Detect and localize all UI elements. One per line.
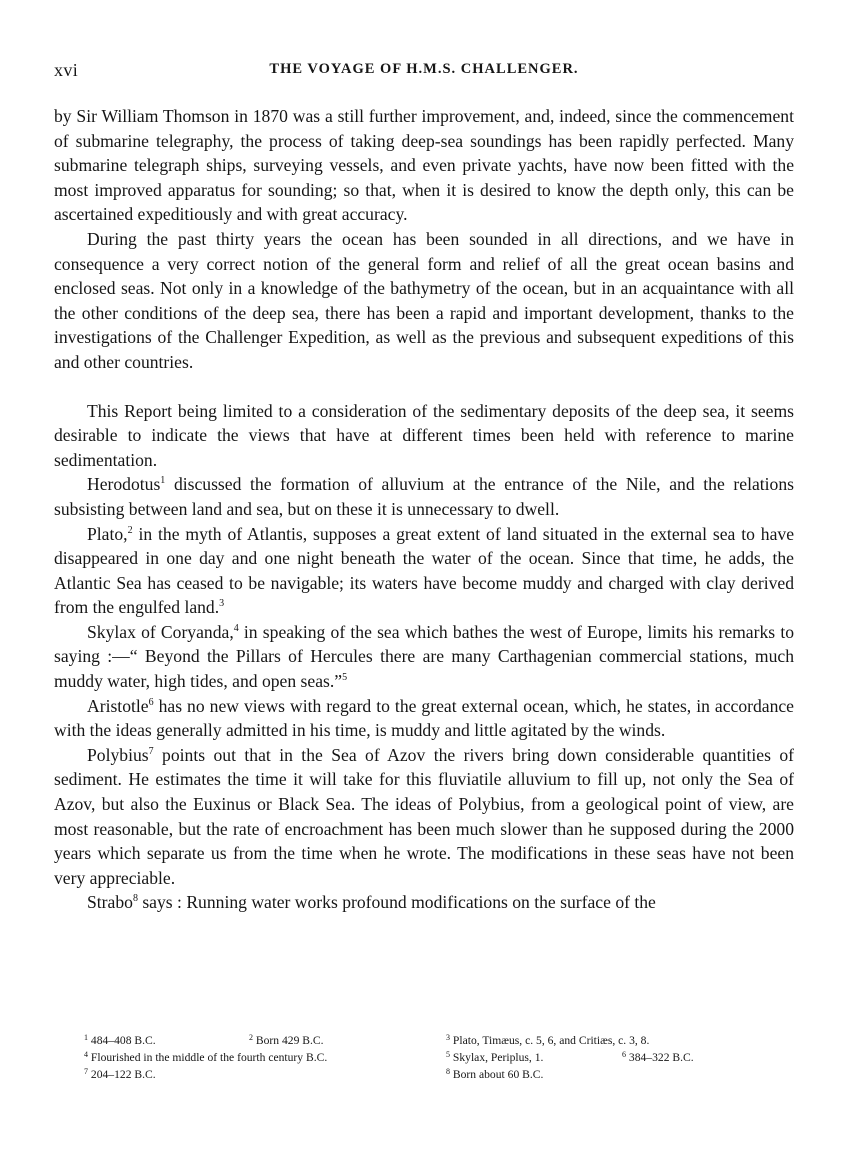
footnote-ref: 7 <box>148 745 154 757</box>
paragraph: This Report being limited to a consideration of the sedimentary deposits of the deep sea, it seems desirable to indicate the views that have at different times been held with reference to marine sedimentation. <box>54 400 794 470</box>
paragraph: Aristotle$^6$ has no new views with regard to the great external ocean, which, he states, in accordance with the ideas generally admitted in his time, is muddy and little agitated by the winds. <box>54 695 794 741</box>
footnote-ref: 1 <box>160 475 166 487</box>
footnote-ref: 4 <box>233 622 239 634</box>
body-text <box>54 104 794 915</box>
footnote: $^1$ 484–408 B.C. <box>84 1033 156 1047</box>
paragraph: Skylax of Coryanda,$^4$ in speaking of the sea which bathes the west of Europe, limits his remarks to saying :—“ Beyond the Pillars of Hercules there are many Carthagenian commercial stations, much muddy water, high tides, and open seas.”$^5$ <box>54 621 794 692</box>
footnote-ref: 8 <box>132 893 138 905</box>
footnote: $^3$ Plato, Timæus, c. 5, 6, and Critiæs, c. 3, 8. <box>446 1033 650 1047</box>
page-header <box>54 60 794 84</box>
footnote-ref: 6 <box>148 696 154 708</box>
footnote-ref: 3 <box>219 598 225 610</box>
footnote: $^6$ 384–322 B.C. <box>622 1050 694 1064</box>
paragraph: Polybius$^7$ points out that in the Sea of Azov the rivers bring down considerable quantities of sediment. He estimates the time it will take for this fluviatile alluvium to fill up, not only the Sea of Azov, but also the Euxinus or Black Sea. The ideas of Polybius, from a geological point of view, are most reasonable, but the rate of encroachment has been much slower than he supposed during the 2000 years which separate us from the time when he wrote. The modifications in these seas have not been very appreciable. <box>54 744 794 888</box>
paragraph: During the past thirty years the ocean has been sounded in all directions, and we have in consequence a very correct notion of the general form and relief of all the great ocean basins and enclosed seas. Not only in a knowledge of the bathymetry of the ocean, but in an acquaintance with all the other conditions of the deep sea, there has been a rapid and important development, thanks to the investigations of the Challenger Expedition, as well as the previous and subsequent expeditions of this and other countries. <box>54 228 794 372</box>
running-title: THE VOYAGE OF H.M.S. CHALLENGER. <box>269 61 579 77</box>
paragraph: Herodotus$^1$ discussed the formation of alluvium at the entrance of the Nile, and the relations subsisting between land and sea, but on these it is unnecessary to dwell. <box>54 474 794 519</box>
footnote: $^4$ Flourished in the middle of the fourth century B.C. <box>84 1050 328 1064</box>
paragraph: Strabo$^8$ says : Running water works profound modifications on the surface of the <box>87 892 656 913</box>
footnote: $^5$ Skylax, Periplus, 1. <box>446 1050 544 1064</box>
paragraph: Plato,$^2$ in the myth of Atlantis, supposes a great extent of land situated in the external sea to have disappeared in one day and one night beneath the water of the ocean. Since that time, he adds, the Atlantic Sea has ceased to be navigable; its waters have become muddy and charged with clay derived from the engulfed land.$^3$ <box>54 523 794 618</box>
paragraph: by Sir William Thomson in 1870 was a still further improvement, and, indeed, since the commencement of submarine telegraphy, the process of taking deep-sea soundings has been rapidly perfected. Many submarine telegraph ships, surveying vessels, and even private yachts, have now been fitted with the most improved apparatus for sounding; so that, when it is desired to know the depth only, this can be ascertained expeditiously and with great accuracy. <box>54 106 794 225</box>
footnote: $^2$ Born 429 B.C. <box>249 1033 324 1047</box>
footnote: $^7$ 204–122 B.C. <box>84 1067 156 1081</box>
footnote-ref: 2 <box>127 524 133 536</box>
page-number: xvi <box>54 60 79 80</box>
footnote: $^8$ Born about 60 B.C. <box>446 1067 544 1081</box>
footnote-ref: 5 <box>342 672 348 684</box>
